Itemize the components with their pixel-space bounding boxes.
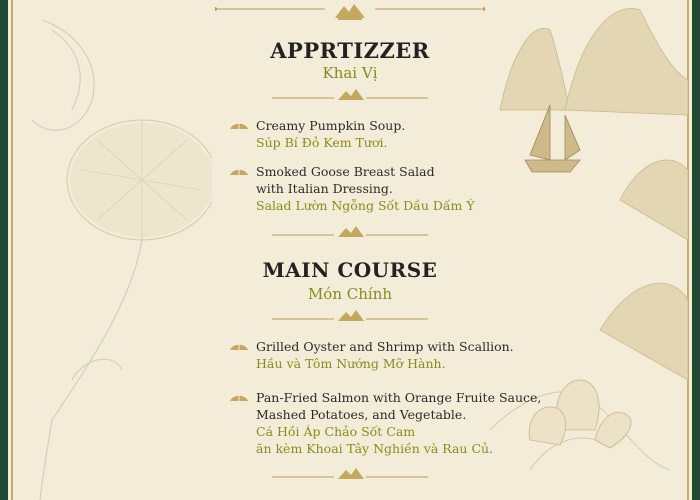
lotus-leaf-icon — [228, 340, 250, 354]
dish-name-en: Pan-Fried Salmon with Orange Fruite Sauce, — [256, 390, 542, 405]
mountain-logo-icon — [330, 0, 370, 22]
section-divider-ornament — [272, 308, 428, 324]
dish-name-en: Smoked Goose Breast Salad — [256, 164, 435, 179]
main-course-subtitle: Món Chính — [307, 285, 393, 303]
section-divider-ornament — [272, 87, 428, 103]
dish-name-vi: ăn kèm Khoai Tây Nghiền và Rau Củ. — [256, 441, 494, 456]
main-course-title: MAIN COURSE — [262, 258, 438, 282]
dish-name-en: Mashed Potatoes, and Vegetable. — [256, 407, 467, 422]
lotus-leaf-icon — [228, 391, 250, 405]
lotus-leaf-icon — [228, 165, 250, 179]
dish-name-vi: Salad Lườn Ngỗng Sốt Dầu Dấm Ý — [256, 198, 475, 213]
dish-name-vi: Súp Bí Đỏ Kem Tươi. — [256, 135, 388, 150]
lotus-leaf-icon — [228, 119, 250, 133]
appetizer-title: APPRTIZZER — [270, 38, 430, 63]
section-divider-ornament — [272, 224, 428, 240]
dish-name-en: with Italian Dressing. — [256, 181, 393, 196]
dish-name-en: Creamy Pumpkin Soup. — [256, 118, 406, 133]
dish-name-en: Grilled Oyster and Shrimp with Scallion. — [256, 339, 514, 354]
section-divider-ornament — [272, 466, 428, 482]
appetizer-subtitle: Khai Vị — [322, 64, 378, 82]
dish-name-vi: Hầu và Tôm Nướng Mỡ Hành. — [256, 356, 446, 371]
dish-name-vi: Cá Hồi Áp Chảo Sốt Cam — [256, 424, 416, 439]
